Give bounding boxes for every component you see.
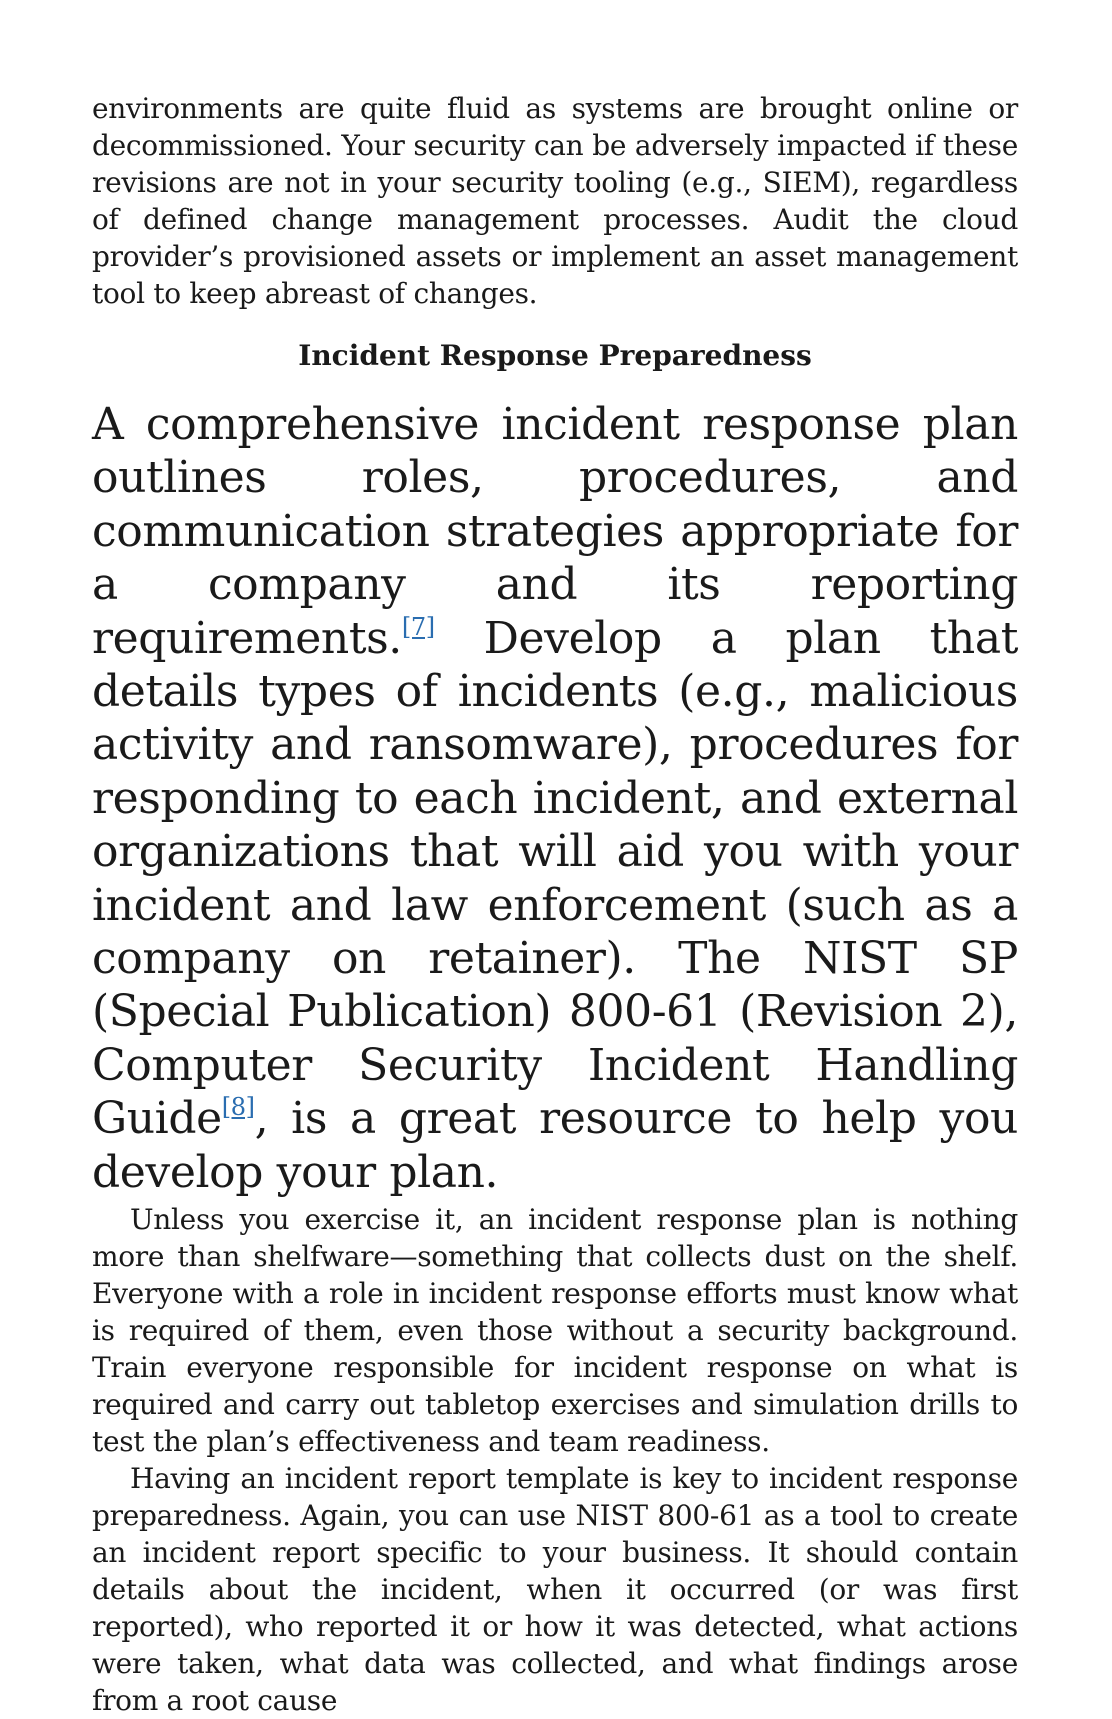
footnote-link-8[interactable]: [8] xyxy=(221,1093,255,1122)
paragraph-incident-plan-text-2: Develop a plan that details types of incidents (e.g., malicious activity and ransomware), procedures for responding to each incident, and external organizations that will aid you with your incident and law enforcement (such as a company on retainer). The NIST SP (Special Publication) 800-61 (Revision 2), Computer Security Incident Handling Guide xyxy=(92,612,1018,1145)
footnote-link-7[interactable]: [7] xyxy=(401,612,435,641)
page-content xyxy=(92,90,1018,1719)
paragraph-cloud-assets: environments are quite fluid as systems are brought online or decommissioned. Your security can be adversely impacted if these revisions are not in your security tooling (e.g., SIEM), regardless of defined change management processes. Audit the cloud provider’s provisioned assets or implement an asset management tool to keep abreast of changes. xyxy=(92,92,1018,310)
paragraph-shelfware: Unless you exercise it, an incident response plan is nothing more than shelfware—something that collects dust on the shelf. Everyone with a role in incident response efforts must know what is required of them, even those without a security background. Train everyone responsible for incident response on what is required and carry out tabletop exercises and simulation drills to test the plan’s effectiveness and team readiness. xyxy=(92,1203,1018,1459)
section-heading: Incident Response Preparedness xyxy=(298,339,812,372)
paragraph-report-template: Having an incident report template is key to incident response preparedness. Again, you can use NIST 800-61 as a tool to create an incident report specific to your business. It should contain details about the incident, when it occurred (or was first reported), who reported it or how it was detected, what actions were taken, what data was collected, and what findings arose from a root cause xyxy=(92,1462,1018,1718)
paragraph-incident-plan-text-3: , is a great resource to help you develop your plan. xyxy=(92,1093,1018,1198)
paragraph-incident-plan-text-1: A comprehensive incident response plan outlines roles, procedures, and communication strategies appropriate for a company and its reporting requirements. xyxy=(92,399,1018,664)
paragraph-incident-plan xyxy=(92,398,1018,1199)
